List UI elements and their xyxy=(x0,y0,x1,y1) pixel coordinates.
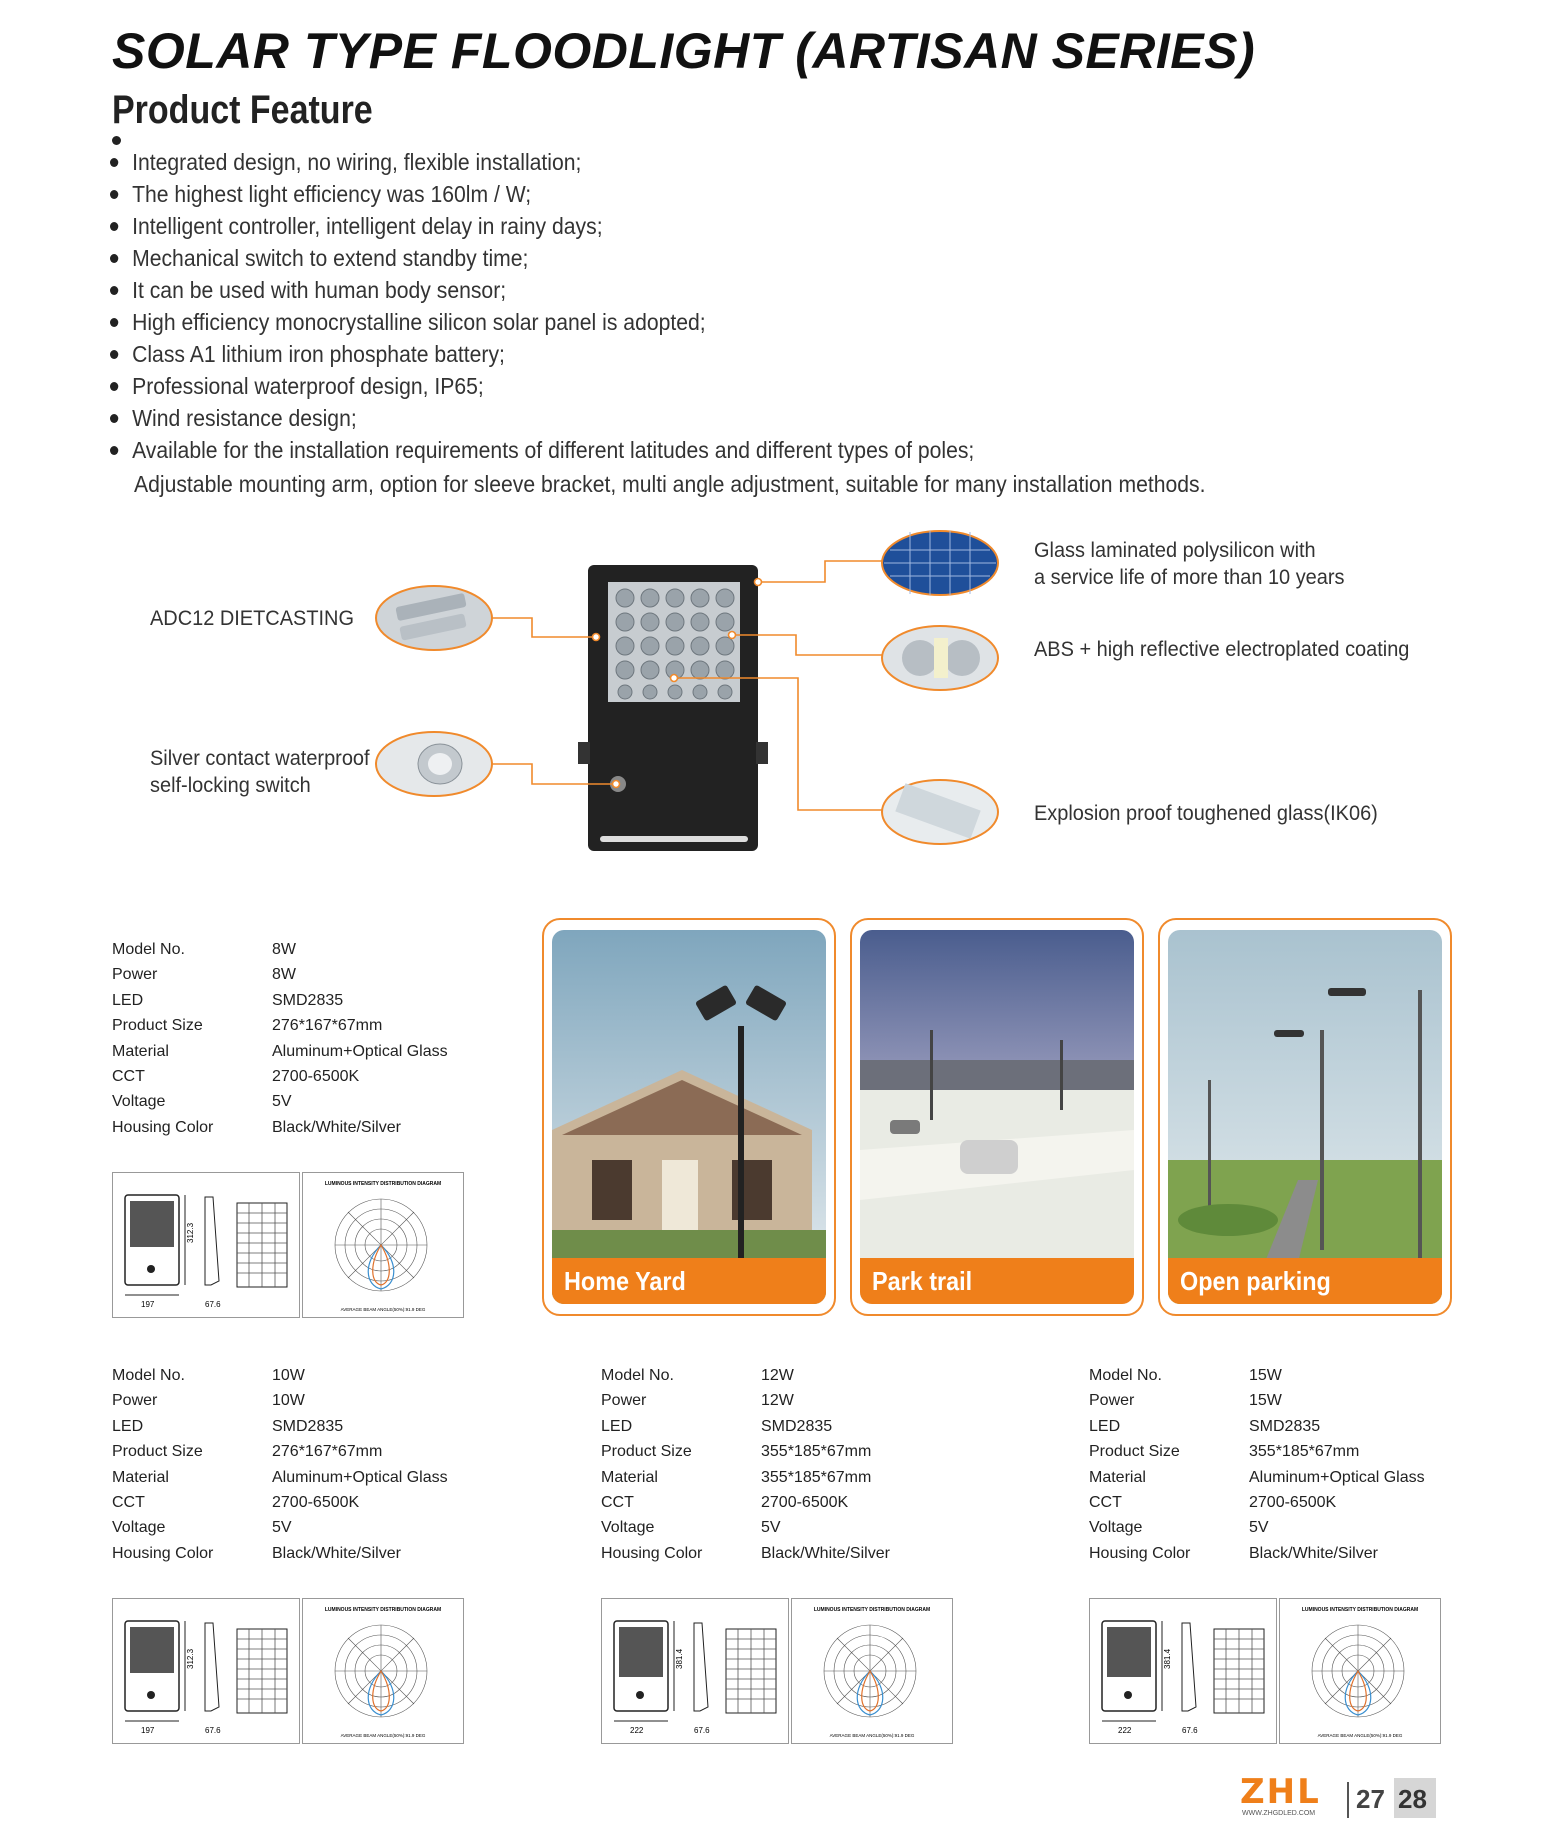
dimension-drawing xyxy=(112,1598,300,1744)
feature-item: Integrated design, no wiring, flexible installation; xyxy=(110,146,974,178)
open-parking-photo xyxy=(1168,930,1442,1304)
spec-row: Product Size 355*185*67mm xyxy=(1089,1443,1360,1461)
dimension-depth-label: 67.6 xyxy=(205,1300,221,1309)
spec-row: Voltage 5V xyxy=(112,1093,292,1111)
feature-item: The highest light efficiency was 160lm / W; xyxy=(110,178,974,210)
feature-list xyxy=(110,146,1049,466)
dimension-width-label: 222 xyxy=(630,1726,644,1735)
feature-item: Wind resistance design; xyxy=(110,402,974,434)
spec-row: LED SMD2835 xyxy=(112,991,344,1009)
dimension-drawing xyxy=(112,1172,300,1318)
spec-row: Power 8W xyxy=(112,966,296,984)
diagram-footer: AVERAGE BEAM ANGLE(50%):91.9 DEG xyxy=(1317,1733,1403,1738)
spec-row: Model No. 15W xyxy=(1089,1367,1282,1384)
brand-website: WWW.ZHGDLED.COM xyxy=(1242,1810,1316,1817)
page-number-right: 28 xyxy=(1398,1784,1427,1814)
brand-logo-text: ZHL xyxy=(1240,1772,1321,1812)
brand-logo xyxy=(1240,1774,1340,1820)
spec-row: Model No. 8W xyxy=(112,941,296,958)
spec-table-10w xyxy=(112,1367,472,1570)
diagram-title: LUMINOUS INTENSITY DISTRIBUTION DIAGRAM xyxy=(324,1607,442,1613)
feature-item: Class A1 lithium iron phosphate battery; xyxy=(110,338,974,370)
spec-row: Model No. 10W xyxy=(112,1367,305,1384)
spec-table-8w xyxy=(112,941,472,1144)
diagram-title: LUMINOUS INTENSITY DISTRIBUTION DIAGRAM xyxy=(1301,1607,1419,1613)
spec-row: Material 355*185*67mm xyxy=(601,1468,872,1486)
spec-row: Power 10W xyxy=(112,1392,305,1410)
spec-row: Power 15W xyxy=(1089,1392,1282,1410)
application-label: Home Yard xyxy=(564,1266,686,1296)
spec-row: Product Size 355*185*67mm xyxy=(601,1443,872,1461)
section-title: Product Feature xyxy=(112,88,373,132)
application-label-band xyxy=(860,1258,1134,1304)
spec-row: Housing Color Black/White/Silver xyxy=(1089,1544,1378,1562)
dimension-depth-label: 67.6 xyxy=(1182,1726,1198,1735)
spec-row: Model No. 12W xyxy=(601,1367,794,1384)
callout-glass-line1: Glass laminated polysilicon with xyxy=(1034,539,1316,562)
dimension-height-label: 312.3 xyxy=(186,1648,195,1669)
callout-abs: ABS + high reflective electroplated coating xyxy=(1034,638,1410,661)
application-card-open-parking xyxy=(1158,918,1452,1316)
spec-row: Material Aluminum+Optical Glass xyxy=(112,1468,448,1486)
spec-row: Voltage 5V xyxy=(601,1519,781,1537)
application-label-band xyxy=(1168,1258,1442,1304)
spec-row: CCT 2700-6500K xyxy=(1089,1493,1337,1511)
spec-row: Material Aluminum+Optical Glass xyxy=(112,1042,448,1060)
application-label: Park trail xyxy=(872,1266,973,1296)
dimension-height-label: 381.4 xyxy=(675,1648,684,1669)
spec-row: LED SMD2835 xyxy=(112,1417,344,1435)
page-number-right-box xyxy=(1394,1778,1436,1818)
spec-row: Voltage 5V xyxy=(112,1519,292,1537)
floodlight-product-image xyxy=(578,565,768,851)
bullet-dot xyxy=(112,136,121,145)
spec-row: CCT 2700-6500K xyxy=(112,1067,360,1085)
diagram-title: LUMINOUS INTENSITY DISTRIBUTION DIAGRAM xyxy=(813,1607,931,1613)
luminous-intensity-diagram xyxy=(302,1598,464,1744)
switch-thumbnail xyxy=(376,732,492,796)
park-trail-photo xyxy=(860,930,1134,1304)
home-yard-photo xyxy=(552,930,826,1304)
footer-divider xyxy=(1347,1782,1349,1818)
spec-row: Product Size 276*167*67mm xyxy=(112,1017,383,1035)
page-number-left: 27 xyxy=(1356,1784,1385,1814)
dimension-width-label: 197 xyxy=(141,1726,155,1735)
application-card-home-yard xyxy=(542,918,836,1316)
callout-switch-line2: self-locking switch xyxy=(150,774,311,797)
callout-switch-line1: Silver contact waterproof xyxy=(150,747,370,770)
glass-thumbnail xyxy=(882,780,998,844)
diagram-footer: AVERAGE BEAM ANGLE(50%):91.9 DEG xyxy=(340,1307,426,1312)
feature-continuation: Adjustable mounting arm, option for sleeve bracket, multi angle adjustment, suitable for many installation methods. xyxy=(134,471,1206,497)
spec-row: CCT 2700-6500K xyxy=(601,1493,849,1511)
diecasting-thumbnail xyxy=(376,586,492,650)
reflector-thumbnail xyxy=(882,626,998,690)
spec-row: Product Size 276*167*67mm xyxy=(112,1443,383,1461)
dimension-width-label: 222 xyxy=(1118,1726,1132,1735)
dimension-drawing xyxy=(1089,1598,1277,1744)
application-card-park-trail xyxy=(850,918,1144,1316)
callout-explosion-glass: Explosion proof toughened glass(IK06) xyxy=(1034,802,1378,825)
dimension-depth-label: 67.6 xyxy=(694,1726,710,1735)
feature-item: Mechanical switch to extend standby time; xyxy=(110,242,974,274)
luminous-intensity-diagram xyxy=(1279,1598,1441,1744)
feature-item: Available for the installation requirements of different latitudes and different types of poles; xyxy=(110,434,974,466)
spec-row: Housing Color Black/White/Silver xyxy=(601,1544,890,1562)
spec-table-15w xyxy=(1089,1367,1449,1570)
callout-diecasting: ADC12 DIETCASTING xyxy=(150,607,354,630)
spec-row: LED SMD2835 xyxy=(601,1417,833,1435)
diagram-footer: AVERAGE BEAM ANGLE(50%):91.9 DEG xyxy=(340,1733,426,1738)
spec-row: Power 12W xyxy=(601,1392,794,1410)
application-label-band xyxy=(552,1258,826,1304)
spec-row: Material Aluminum+Optical Glass xyxy=(1089,1468,1425,1486)
spec-row: LED SMD2835 xyxy=(1089,1417,1321,1435)
dimension-depth-label: 67.6 xyxy=(205,1726,221,1735)
feature-item: Intelligent controller, intelligent delay in rainy days; xyxy=(110,210,974,242)
dimension-width-label: 197 xyxy=(141,1300,155,1309)
spec-row: Housing Color Black/White/Silver xyxy=(112,1544,401,1562)
spec-row: CCT 2700-6500K xyxy=(112,1493,360,1511)
feature-item: High efficiency monocrystalline silicon solar panel is adopted; xyxy=(110,306,974,338)
spec-table-12w xyxy=(601,1367,961,1570)
spec-row: Voltage 5V xyxy=(1089,1519,1269,1537)
luminous-intensity-diagram xyxy=(302,1172,464,1318)
spec-row: Housing Color Black/White/Silver xyxy=(112,1118,401,1136)
diagram-title: LUMINOUS INTENSITY DISTRIBUTION DIAGRAM xyxy=(324,1181,442,1187)
luminous-intensity-diagram xyxy=(791,1598,953,1744)
diagram-footer: AVERAGE BEAM ANGLE(50%):91.9 DEG xyxy=(829,1733,915,1738)
dimension-height-label: 312.3 xyxy=(186,1222,195,1243)
application-label: Open parking xyxy=(1180,1266,1331,1296)
dimension-height-label: 381.4 xyxy=(1163,1648,1172,1669)
page-title: SOLAR TYPE FLOODLIGHT (ARTISAN SERIES) xyxy=(112,23,1256,79)
feature-item: It can be used with human body sensor; xyxy=(110,274,974,306)
dimension-drawing xyxy=(601,1598,789,1744)
feature-item: Professional waterproof design, IP65; xyxy=(110,370,974,402)
solar-panel-thumbnail xyxy=(882,531,998,595)
callout-glass-line2: a service life of more than 10 years xyxy=(1034,566,1345,589)
